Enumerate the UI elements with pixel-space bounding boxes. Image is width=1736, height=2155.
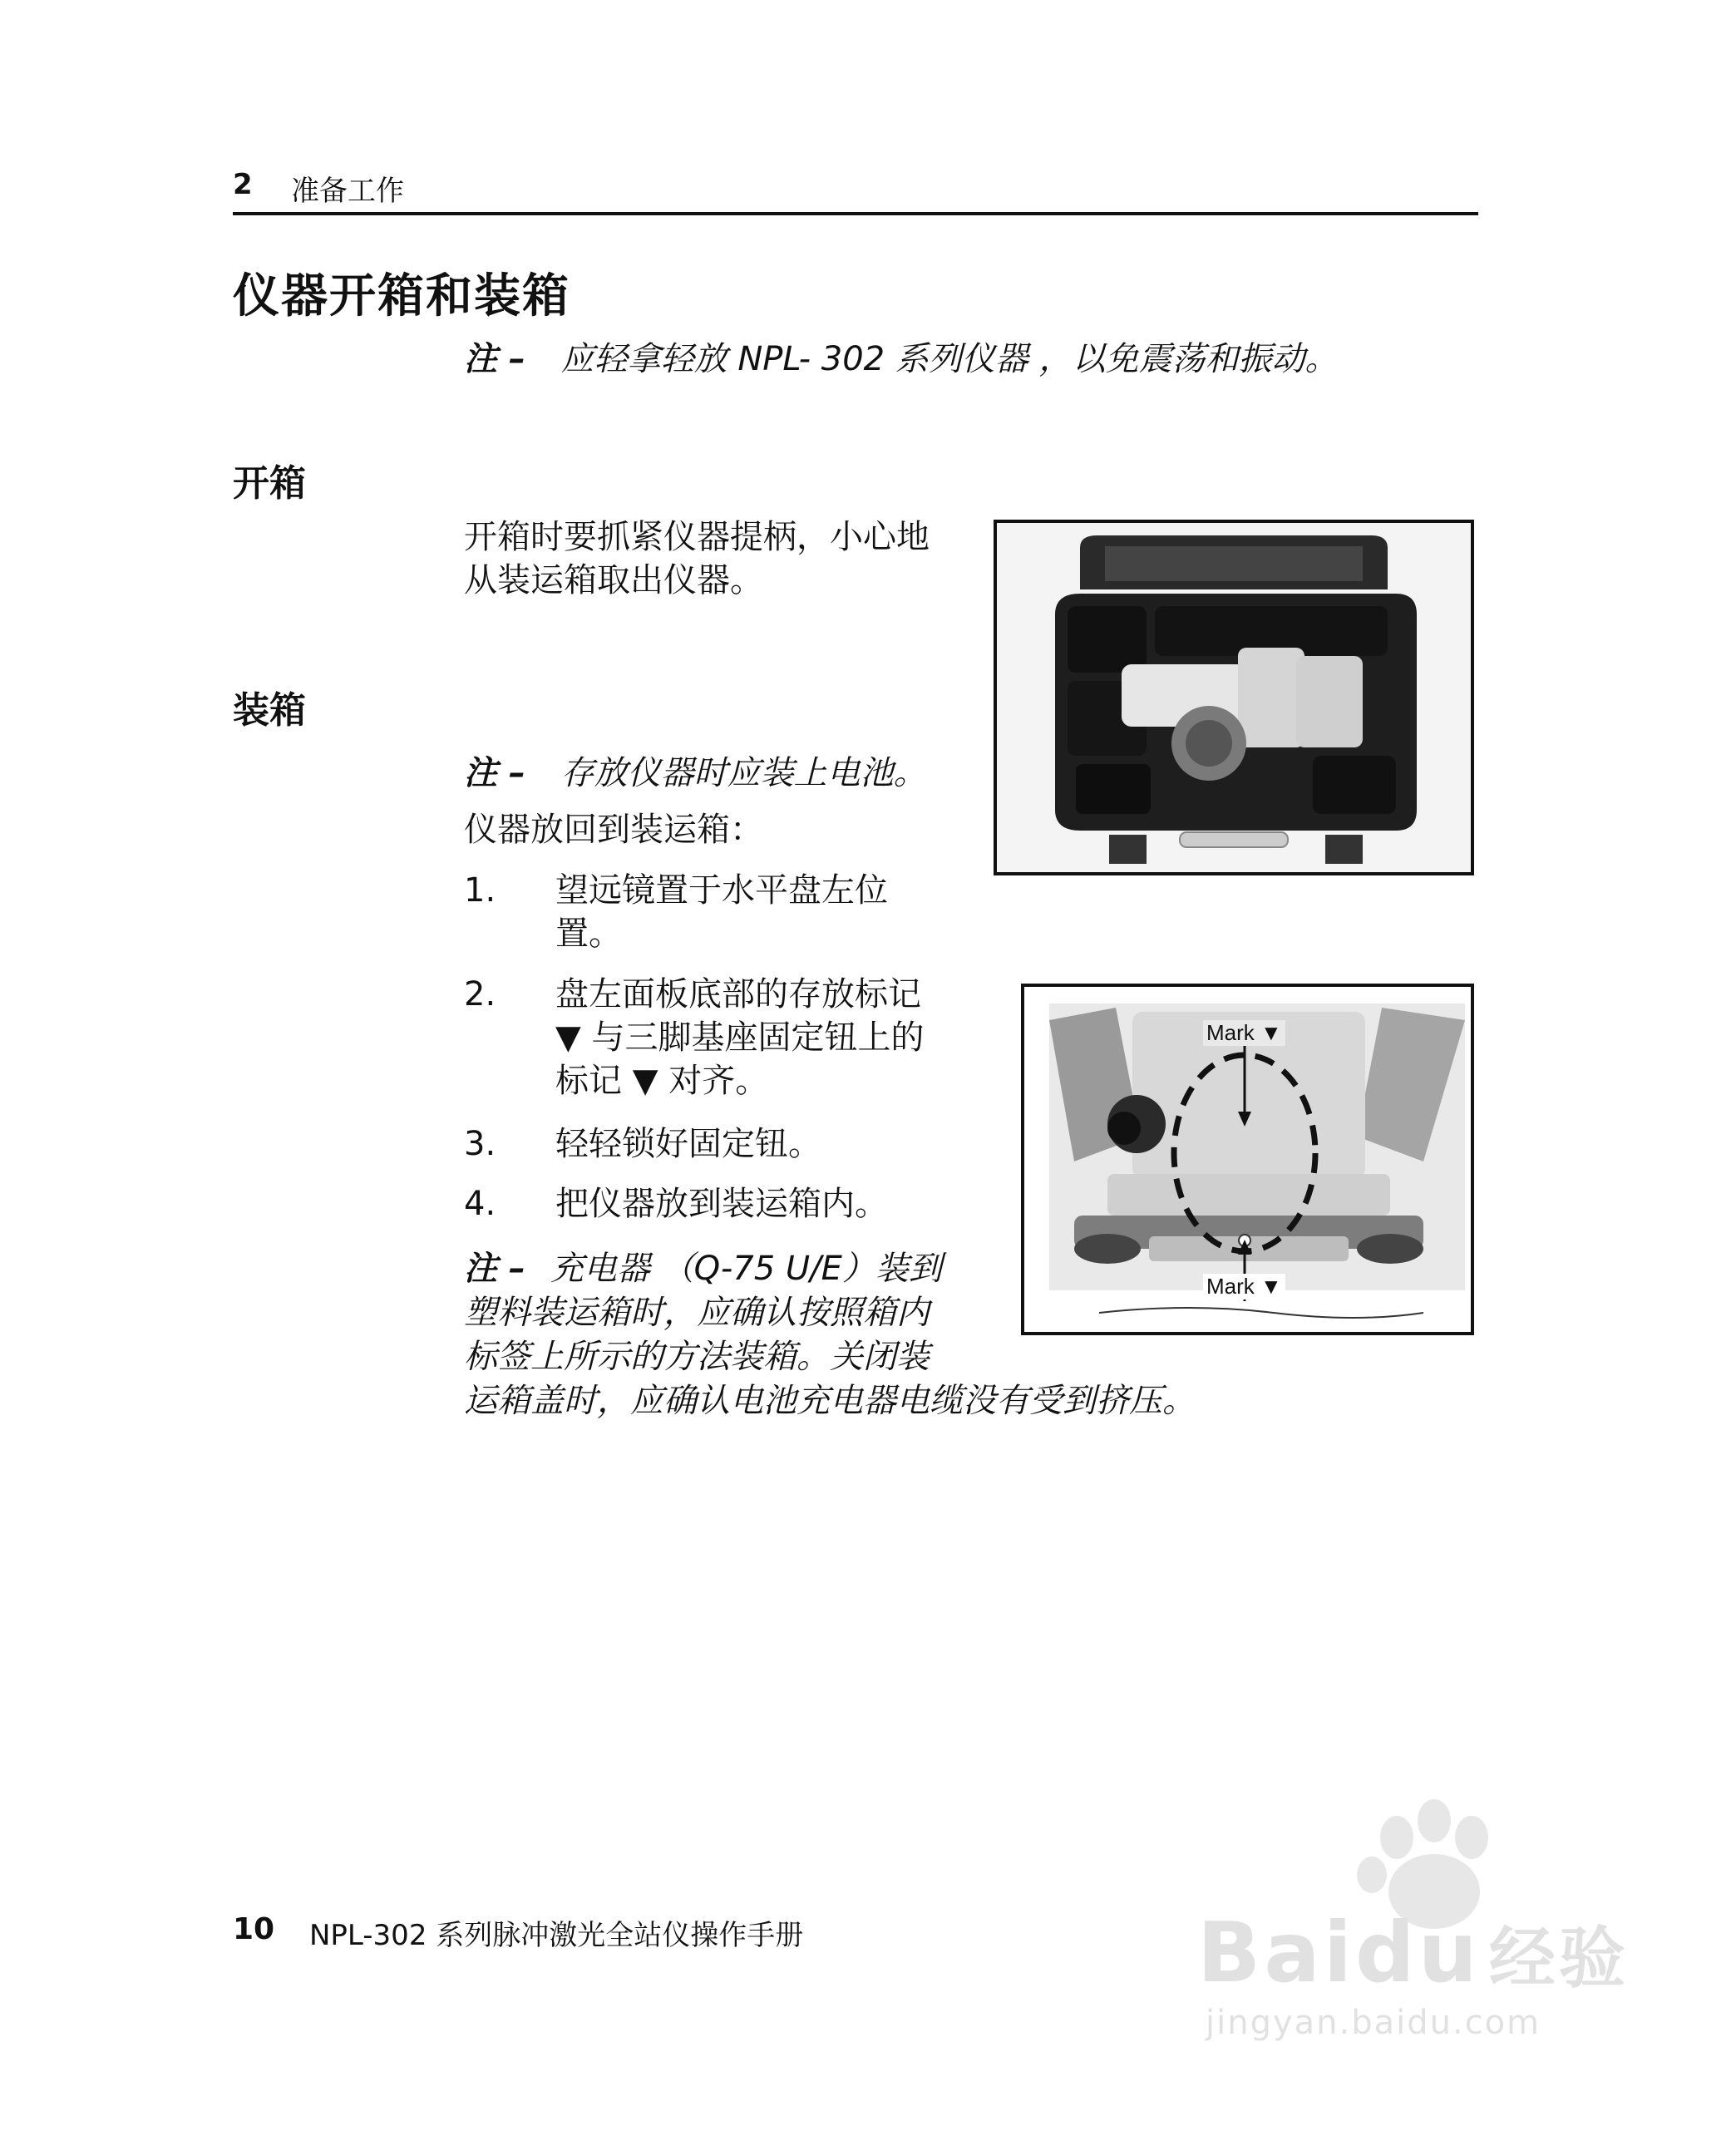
note-line: 运箱盖时，应确认电池充电器电缆没有受到挤压。 (464, 1382, 1196, 1420)
chapter-number: 2 (233, 168, 253, 201)
section-heading-unpacking: 开箱 (233, 462, 306, 505)
note-line: 标签上所示的方法装箱。关闭装 (464, 1338, 930, 1376)
text-line: 开箱时要抓紧仪器提柄，小心地 (464, 518, 930, 556)
step-number: 3. (464, 1125, 496, 1163)
baidu-watermark (1189, 1779, 1655, 2045)
handling-note (464, 333, 1339, 380)
step-line: 盘左面板底部的存放标记 (555, 975, 921, 1013)
page-number: 10 (233, 1912, 275, 1946)
step-line: 把仪器放到装运箱内。 (555, 1185, 888, 1223)
manual-title: NPL-302 系列脉冲激光全站仪操作手册 (309, 1919, 804, 1952)
step-line: ▼ 与三脚基座固定钮上的 (555, 1018, 925, 1057)
mark-label-top: Mark ▼ (1203, 1020, 1285, 1046)
storage-mark-figure (1021, 984, 1474, 1335)
page-title: 仪器开箱和装箱 (233, 269, 570, 323)
section-heading-packing: 装箱 (233, 689, 306, 732)
list-item (464, 1122, 979, 1169)
step-line: 轻轻锁好固定钮。 (555, 1125, 821, 1163)
carrying-case-photo (994, 520, 1474, 875)
list-item (464, 1182, 979, 1229)
step-number: 4. (464, 1185, 496, 1223)
note-text: 应轻拿轻放 NPL- 302 系列仪器 ，以免震荡和振动。 (560, 340, 1339, 378)
watermark-brand-2: du (1354, 1904, 1481, 2001)
watermark-brand-1: Bai (1197, 1904, 1355, 2001)
list-item (464, 869, 979, 960)
packing-intro: 仪器放回到装运箱： (464, 811, 763, 849)
text-line: 从装运箱取出仪器。 (464, 561, 763, 599)
note-text: 存放仪器时应装上电池。 (560, 754, 927, 792)
battery-note (464, 747, 927, 794)
carrying-case-illustration (997, 523, 1471, 872)
note-prefix: 注 – (464, 1250, 525, 1288)
watermark-brand (1197, 1904, 1629, 2001)
mark-label-bottom: Mark ▼ (1203, 1274, 1285, 1299)
watermark-cn: 经验 (1488, 1920, 1629, 1997)
chapter-title: 准备工作 (291, 175, 404, 208)
note-line: 充电器 （Q-75 U/E）装到 (550, 1250, 942, 1288)
watermark-url: jingyan.baidu.com (1206, 2004, 1541, 2042)
unpacking-text (464, 515, 996, 602)
header-rule (233, 212, 1478, 215)
step-line: 标记 ▼ 对齐。 (555, 1062, 769, 1100)
step-number: 1. (464, 871, 496, 910)
step-line: 望远镜置于水平盘左位 (555, 871, 888, 910)
note-prefix: 注 – (464, 754, 525, 792)
note-line: 塑料装运箱时，应确认按照箱内 (464, 1294, 930, 1332)
note-prefix: 注 – (464, 340, 525, 378)
step-number: 2. (464, 975, 496, 1013)
list-item (464, 973, 979, 1106)
step-line: 置。 (555, 915, 622, 953)
